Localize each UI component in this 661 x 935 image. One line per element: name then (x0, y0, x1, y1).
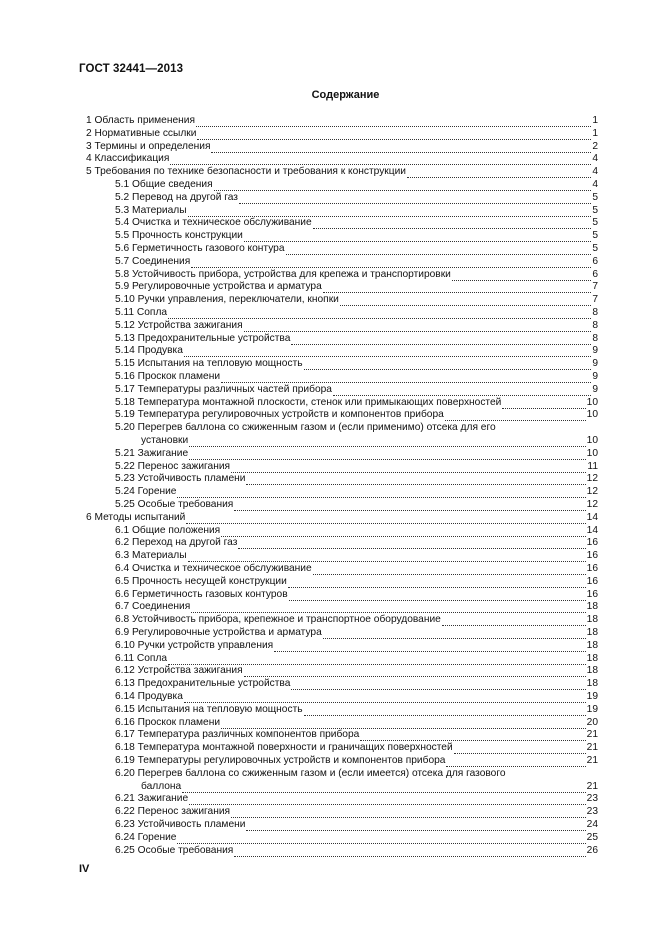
toc-dot-leader (211, 143, 591, 153)
toc-entry[interactable] (115, 536, 598, 549)
toc-entry-title: 6.10 Ручки устройств управления (115, 639, 274, 651)
toc-entry[interactable] (115, 319, 598, 332)
toc-entry-page: 5 (592, 243, 598, 254)
toc-entry[interactable] (115, 844, 598, 857)
toc-entry-page: 6 (592, 255, 598, 267)
toc-entry-page: 16 (586, 550, 598, 562)
toc-entry-page: 21 (586, 780, 598, 792)
toc-entry-title: 6.8 Устойчивость прибора, крепежное и транспортное оборудование (115, 614, 441, 626)
toc-entry[interactable] (115, 472, 598, 485)
toc-entry-title: 6.13 Предохранительные устройства (115, 678, 291, 690)
toc-dot-leader (304, 360, 592, 370)
toc-entry-title: 5.11 Сопла (115, 307, 168, 318)
toc-entry[interactable] (141, 434, 598, 447)
toc-dot-leader (291, 680, 585, 690)
toc-entry-title: 6.18 Температура монтажной поверхности и граничащих поверхностей (115, 742, 453, 754)
toc-entry-page: 25 (586, 831, 598, 843)
toc-entry-title: 6.9 Регулировочные устройства и арматура (115, 627, 322, 638)
toc-entry-title: 5 Требования по технике безопасности и требования к конструкции (86, 166, 406, 178)
toc-dot-leader (502, 399, 585, 409)
toc-dot-leader (244, 667, 586, 677)
toc-entry-page: 5 (592, 191, 598, 203)
toc-entry-title: 6.5 Прочность несущей конструкции (115, 575, 287, 587)
toc-dot-leader (231, 463, 586, 473)
toc-dot-leader (189, 795, 586, 805)
toc-entry-page: 5 (592, 217, 598, 229)
toc-entry-page: 18 (586, 652, 598, 664)
toc-dot-leader (177, 834, 585, 844)
toc-entry-page: 14 (586, 511, 598, 523)
toc-entry-page: 21 (586, 742, 598, 754)
toc-entry[interactable] (86, 511, 598, 524)
toc-entry-page: 7 (592, 281, 598, 293)
toc-entry[interactable] (115, 652, 598, 665)
toc-entry-title: 5.16 Проскок пламени (115, 371, 221, 382)
toc-dot-leader (191, 258, 591, 268)
toc-dot-leader (246, 821, 585, 831)
toc-entry-title: 6.17 Температура различных компонентов прибора (115, 729, 360, 741)
toc-entry-page: 4 (592, 179, 598, 190)
toc-entry[interactable] (115, 396, 598, 409)
toc-entry[interactable] (115, 280, 598, 293)
toc-entry[interactable] (115, 242, 598, 255)
toc-entry[interactable] (115, 690, 598, 703)
toc-entry[interactable] (115, 485, 598, 498)
toc-entry-title: 6.11 Сопла (115, 652, 168, 664)
toc-dot-leader (168, 309, 591, 319)
toc-entry-title: 5.22 Перенос зажигания (115, 460, 231, 472)
toc-entry-title: 1 Область применения (86, 115, 195, 126)
toc-dot-leader (182, 783, 585, 793)
toc-entry[interactable] (115, 191, 598, 204)
toc-entry-title: 5.24 Горение (115, 486, 177, 498)
toc-dot-leader (186, 514, 585, 524)
toc-entry-page: 26 (586, 844, 598, 856)
toc-entry-title: 3 Термины и определения (86, 140, 211, 152)
toc-entry[interactable] (115, 255, 598, 268)
toc-entry[interactable] (86, 140, 598, 153)
toc-entry[interactable] (115, 639, 598, 652)
toc-entry-page: 10 (586, 396, 598, 408)
toc-entry-title: 6.14 Продувка (115, 691, 183, 702)
toc-entry[interactable] (115, 741, 598, 754)
toc-entry-page: 5 (592, 204, 598, 216)
toc-entry-title: 6.21 Зажигание (115, 793, 189, 805)
toc-entry-page: 9 (592, 371, 598, 382)
toc-dot-leader (221, 373, 591, 383)
toc-entry-title: 5.23 Устойчивость пламени (115, 473, 246, 485)
document-code-header: ГОСТ 32441—2013 (79, 63, 184, 75)
toc-entry[interactable] (115, 549, 598, 562)
toc-dot-leader (323, 629, 586, 639)
toc-dot-leader (168, 655, 586, 665)
toc-entry-page: 23 (586, 806, 598, 818)
toc-entry-title: 5.21 Зажигание (115, 447, 189, 459)
toc-entry-page: 10 (586, 435, 598, 446)
toc-entry[interactable] (115, 716, 598, 729)
toc-dot-leader (184, 693, 586, 703)
toc-entry[interactable] (115, 357, 598, 370)
toc-entry-page: 18 (586, 627, 598, 638)
toc-entry[interactable] (115, 575, 598, 588)
toc-entry-title: 5.19 Температура регулировочных устройств и компонентов прибора (115, 409, 444, 421)
toc-entry-title: баллона (141, 780, 182, 792)
toc-dot-leader (360, 731, 585, 741)
toc-dot-leader (291, 335, 591, 345)
toc-dot-leader (188, 552, 586, 562)
toc-entry-page: 18 (586, 601, 598, 613)
toc-dot-leader (407, 168, 591, 178)
toc-dot-leader (313, 565, 586, 575)
toc-entry[interactable] (115, 293, 598, 306)
toc-dot-leader (221, 719, 586, 729)
toc-entry[interactable] (115, 306, 598, 319)
toc-entry-page: 14 (586, 524, 598, 536)
toc-dot-leader (286, 245, 592, 255)
toc-entry-page: 6 (592, 268, 598, 280)
toc-entry-page: 21 (586, 729, 598, 741)
toc-dot-leader (323, 283, 592, 293)
toc-entry-title: установки (141, 435, 189, 446)
toc-entry-page: 1 (592, 127, 598, 139)
toc-entry[interactable] (141, 780, 598, 793)
toc-entry-page: 9 (592, 358, 598, 370)
toc-entry-page: 11 (587, 460, 598, 472)
toc-dot-leader (184, 347, 591, 357)
toc-dot-leader (189, 450, 586, 460)
toc-entry-page: 8 (592, 319, 598, 331)
toc-dot-leader (170, 155, 591, 165)
toc-entry-title: 5.13 Предохранительные устройства (115, 332, 291, 344)
toc-entry-title: 5.1 Общие сведения (115, 179, 213, 190)
toc-entry-title: 6.20 Перегрев баллона со сжиженным газом и (если имеется) отсека для газового (115, 767, 506, 779)
toc-entry[interactable] (86, 127, 598, 140)
toc-entry-title: 6.7 Соединения (115, 601, 191, 613)
toc-entry-title: 6.25 Особые требования (115, 844, 234, 856)
toc-entry-title: 5.2 Перевод на другой газ (115, 191, 238, 203)
toc-entry-title: 6.16 Проскок пламени (115, 716, 221, 728)
toc-entry[interactable] (115, 831, 598, 844)
toc-entry-title: 5.3 Материалы (115, 204, 187, 216)
toc-entry[interactable] (115, 421, 598, 434)
toc-entry-title: 6.1 Общие положения (115, 524, 221, 536)
toc-entry[interactable] (115, 754, 598, 767)
toc-entry-page: 4 (592, 153, 598, 165)
toc-entry[interactable] (86, 152, 598, 165)
toc-dot-leader (196, 117, 591, 127)
toc-dot-leader (274, 642, 585, 652)
page-title: Содержание (311, 89, 380, 101)
toc-entry[interactable] (115, 408, 598, 421)
toc-entry[interactable] (115, 600, 598, 613)
toc-entry-title: 5.14 Продувка (115, 345, 183, 357)
toc-entry[interactable] (115, 383, 598, 396)
toc-entry-page: 20 (586, 716, 598, 728)
toc-dot-leader (246, 475, 585, 485)
toc-dot-leader (191, 603, 585, 613)
toc-entry-title: 6.15 Испытания на тепловую мощность (115, 703, 303, 715)
toc-entry-page: 12 (586, 486, 598, 498)
toc-entry-title: 4 Классификация (86, 153, 170, 165)
toc-entry[interactable] (115, 229, 598, 242)
toc-entry-title: 5.6 Герметичность газового контура (115, 243, 285, 254)
toc-entry[interactable] (115, 677, 598, 690)
toc-entry[interactable] (115, 447, 598, 460)
toc-entry-page: 23 (586, 793, 598, 805)
toc-entry[interactable] (115, 370, 598, 383)
toc-dot-leader (445, 411, 586, 421)
toc-entry[interactable] (115, 460, 598, 473)
toc-entry-title: 6.23 Устойчивость пламени (115, 819, 246, 830)
toc-entry[interactable] (115, 204, 598, 217)
toc-entry[interactable] (115, 728, 598, 741)
toc-entry[interactable] (115, 178, 598, 191)
toc-entry-page: 5 (592, 230, 598, 242)
toc-entry-page: 12 (586, 473, 598, 485)
toc-dot-leader (234, 501, 585, 511)
toc-entry-title: 5.4 Очистка и техническое обслуживание (115, 217, 312, 229)
toc-dot-leader (197, 130, 591, 140)
toc-dot-leader (238, 539, 585, 549)
toc-entry-page: 16 (586, 575, 598, 587)
toc-entry-page: 9 (592, 345, 598, 357)
toc-dot-leader (340, 296, 591, 306)
toc-entry[interactable] (86, 165, 598, 178)
toc-entry[interactable] (115, 332, 598, 345)
toc-entry[interactable] (115, 588, 598, 601)
toc-entry-page: 1 (592, 115, 598, 126)
toc-dot-leader (221, 527, 585, 537)
toc-dot-leader (214, 181, 592, 191)
toc-entry-page: 18 (586, 678, 598, 690)
toc-entry[interactable] (115, 664, 598, 677)
toc-entry[interactable] (115, 524, 598, 537)
toc-entry-page: 18 (586, 665, 598, 677)
toc-dot-leader (231, 808, 586, 818)
toc-entry[interactable] (115, 767, 598, 780)
toc-entry-title: 6.24 Горение (115, 831, 177, 843)
toc-entry-title: 5.12 Устройства зажигания (115, 319, 243, 331)
toc-dot-leader (452, 271, 591, 281)
toc-entry-title: 6.3 Материалы (115, 550, 187, 562)
page-number-footer: IV (79, 863, 90, 875)
toc-entry[interactable] (115, 498, 598, 511)
toc-dot-leader (244, 322, 592, 332)
toc-entry-page: 19 (586, 703, 598, 715)
toc-entry-title: 6 Методы испытаний (86, 511, 186, 523)
toc-entry-page: 7 (592, 294, 598, 306)
toc-dot-leader (288, 578, 586, 588)
toc-entry[interactable] (115, 344, 598, 357)
toc-entry-title: 5.15 Испытания на тепловую мощность (115, 358, 303, 370)
toc-entry-title: 2 Нормативные ссылки (86, 127, 197, 139)
toc-entry-title: 5.9 Регулировочные устройства и арматура (115, 281, 322, 293)
toc-entry-title: 5.25 Особые требования (115, 499, 234, 510)
toc-dot-leader (189, 437, 586, 447)
toc-entry-page: 4 (592, 166, 598, 178)
toc-entry-title: 6.12 Устройства зажигания (115, 665, 243, 677)
toc-dot-leader (333, 386, 591, 396)
toc-entry-page: 18 (586, 614, 598, 626)
toc-dot-leader (244, 232, 591, 242)
toc-entry-page: 16 (586, 563, 598, 574)
toc-entry-title: 5.7 Соединения (115, 255, 191, 267)
toc-entry[interactable] (115, 792, 598, 805)
toc-entry-page: 19 (586, 691, 598, 702)
toc-dot-leader (177, 488, 585, 498)
toc-entry-title: 5.10 Ручки управления, переключатели, кнопки (115, 294, 339, 306)
toc-entry-page: 21 (586, 755, 598, 766)
toc-entry-title: 6.4 Очистка и техническое обслуживание (115, 563, 312, 574)
toc-entry-page: 18 (586, 639, 598, 651)
toc-dot-leader (454, 744, 586, 754)
toc-dot-leader (289, 591, 586, 601)
toc-entry[interactable] (115, 216, 598, 229)
toc-entry-title: 5.18 Температура монтажной плоскости, стенок или примыкающих поверхностей (115, 396, 502, 408)
toc-entry-page: 12 (586, 499, 598, 510)
toc-dot-leader (234, 847, 585, 857)
toc-entry-page: 8 (592, 332, 598, 344)
toc-entry[interactable] (115, 703, 598, 716)
toc-entry-page: 10 (586, 447, 598, 459)
toc-dot-leader (304, 706, 586, 716)
toc-dot-leader (239, 194, 591, 204)
toc-entry[interactable] (115, 626, 598, 639)
toc-entry-page: 10 (586, 409, 598, 421)
toc-entry-page: 9 (592, 383, 598, 395)
toc-entry-title: 6.19 Температуры регулировочных устройств и компонентов прибора (115, 755, 446, 766)
toc-entry-page: 16 (586, 537, 598, 549)
toc-entry[interactable] (115, 818, 598, 831)
toc-entry-page: 2 (592, 140, 598, 152)
toc-dot-leader (313, 219, 592, 229)
toc-entry[interactable] (115, 805, 598, 818)
toc-entry-page: 16 (586, 588, 598, 600)
toc-entry-page: 24 (586, 819, 598, 830)
toc-entry-title: 5.5 Прочность конструкции (115, 230, 243, 242)
toc-entry[interactable] (86, 114, 598, 127)
toc-entry-title: 6.2 Переход на другой газ (115, 537, 238, 549)
toc-entry-title: 5.8 Устойчивость прибора, устройства для крепежа и транспортировки (115, 268, 451, 280)
toc-entry[interactable] (115, 613, 598, 626)
toc-entry-title: 5.20 Перегрев баллона со сжиженным газом и (если применимо) отсека для его (115, 422, 496, 434)
toc-entry-title: 6.22 Перенос зажигания (115, 806, 231, 818)
toc-dot-leader (442, 616, 586, 626)
toc-dot-leader (188, 207, 592, 217)
toc-entry-title: 6.6 Герметичность газовых контуров (115, 588, 288, 600)
toc-dot-leader (446, 757, 585, 767)
toc-entry[interactable] (115, 268, 598, 281)
toc-entry-page: 8 (592, 307, 598, 318)
toc-entry-title: 5.17 Температуры различных частей прибора (115, 383, 332, 395)
toc-entry[interactable] (115, 562, 598, 575)
